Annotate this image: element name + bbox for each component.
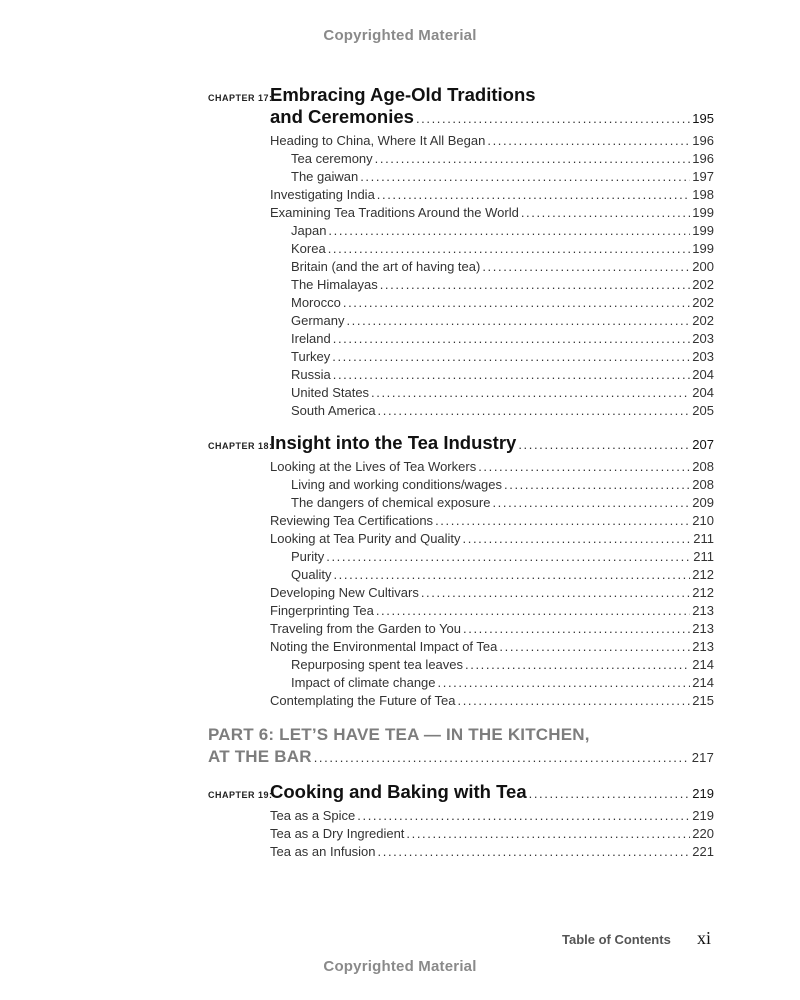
dot-leader xyxy=(333,330,691,348)
dot-leader xyxy=(380,276,691,294)
dot-leader xyxy=(314,747,690,769)
toc-entry-page: 204 xyxy=(692,367,714,382)
dot-leader xyxy=(435,512,690,530)
toc-entry-title: Heading to China, Where It All Began xyxy=(270,133,486,148)
chapter-title-text: Cooking and Baking with Tea xyxy=(270,781,527,802)
toc-entry-page: 196 xyxy=(692,133,714,148)
toc-entry-title: The gaiwan xyxy=(291,169,359,184)
toc-entry[interactable] xyxy=(291,222,714,240)
toc-entry[interactable] xyxy=(270,843,714,861)
dot-leader xyxy=(371,384,690,402)
chapter-label: CHAPTER 19: xyxy=(208,790,273,800)
dot-leader xyxy=(357,807,690,825)
dot-leader xyxy=(332,348,690,366)
toc-entry[interactable] xyxy=(291,476,714,494)
toc-entry-page: 205 xyxy=(692,403,714,418)
toc-entry-title: Reviewing Tea Certifications xyxy=(270,513,434,528)
toc-entry[interactable] xyxy=(270,132,714,150)
dot-leader xyxy=(465,656,690,674)
toc-entry-page: 199 xyxy=(692,241,714,256)
toc-entry-title: United States xyxy=(291,385,370,400)
toc-entry-page: 214 xyxy=(692,657,714,672)
toc-entry-page: 203 xyxy=(692,349,714,364)
dot-leader xyxy=(328,240,691,258)
chapter-entries xyxy=(208,807,714,861)
dot-leader xyxy=(438,674,691,692)
toc-entry-title: Turkey xyxy=(291,349,331,364)
toc-entry-page: 213 xyxy=(692,639,714,654)
dot-leader xyxy=(458,692,691,710)
chapter-page-number: 219 xyxy=(692,786,714,801)
toc-entry-title: Investigating India xyxy=(270,187,375,202)
dot-leader xyxy=(463,620,690,638)
toc-entry[interactable] xyxy=(291,366,714,384)
dot-leader xyxy=(499,638,690,656)
part-page-number: 217 xyxy=(691,750,714,765)
dot-leader xyxy=(521,204,690,222)
toc-entry-page: 203 xyxy=(692,331,714,346)
part-title-line1: PART 6: LET’S HAVE TEA — IN THE KITCHEN, xyxy=(208,725,590,744)
toc-entry-title: Germany xyxy=(291,313,345,328)
toc-entry[interactable] xyxy=(270,825,714,843)
dot-leader xyxy=(463,530,692,548)
toc-entry[interactable] xyxy=(270,186,714,204)
toc-entry[interactable] xyxy=(270,458,714,476)
toc-entry-page: 214 xyxy=(692,675,714,690)
part-6-heading[interactable] xyxy=(208,724,714,769)
toc-entry-page: 197 xyxy=(692,169,714,184)
toc-entry-title: Contemplating the Future of Tea xyxy=(270,693,456,708)
toc-entry-title: Quality xyxy=(291,567,332,582)
toc-entry-page: 212 xyxy=(692,585,714,600)
toc-entry-title: Japan xyxy=(291,223,327,238)
dot-leader xyxy=(333,366,691,384)
dot-leader xyxy=(378,402,691,420)
toc-entry[interactable] xyxy=(291,566,714,584)
part-title-line2: AT THE BAR xyxy=(208,747,312,766)
dot-leader xyxy=(518,434,690,456)
toc-entry-title: Looking at Tea Purity and Quality xyxy=(270,531,461,546)
toc-entry-title: Living and working conditions/wages xyxy=(291,477,503,492)
toc-entry-page: 204 xyxy=(692,385,714,400)
toc-entry-title: The Himalayas xyxy=(291,277,378,292)
chapter-19 xyxy=(208,781,714,861)
chapter-18 xyxy=(208,432,714,710)
dot-leader xyxy=(504,476,690,494)
toc-entry-page: 213 xyxy=(692,603,714,618)
toc-entry-page: 221 xyxy=(692,844,714,859)
toc-entry-title: Noting the Environmental Impact of Tea xyxy=(270,639,498,654)
toc-entry-page: 199 xyxy=(692,205,714,220)
toc-entry[interactable] xyxy=(291,384,714,402)
dot-leader xyxy=(416,108,690,130)
page-number: xi xyxy=(697,928,712,948)
toc-entry-title: The dangers of chemical exposure xyxy=(291,495,491,510)
toc-entry-title: Fingerprinting Tea xyxy=(270,603,374,618)
dot-leader xyxy=(487,132,690,150)
toc-entry-page: 212 xyxy=(692,567,714,582)
toc-entry-page: 213 xyxy=(692,621,714,636)
dot-leader xyxy=(375,150,691,168)
chapter-title[interactable] xyxy=(270,84,714,130)
toc-entry[interactable] xyxy=(291,240,714,258)
toc-entry-page: 211 xyxy=(693,549,714,564)
dot-leader xyxy=(343,294,690,312)
toc-entry-title: Examining Tea Traditions Around the World xyxy=(270,205,519,220)
toc-entry-page: 202 xyxy=(692,277,714,292)
chapter-title-text: Insight into the Tea Industry xyxy=(270,432,517,453)
toc-entry-page: 215 xyxy=(692,693,714,708)
toc-entry-title: Tea as a Spice xyxy=(270,808,356,823)
toc-entry-page: 209 xyxy=(692,495,714,510)
dot-leader xyxy=(529,783,691,805)
dot-leader xyxy=(360,168,690,186)
toc-entry-title: Looking at the Lives of Tea Workers xyxy=(270,459,477,474)
table-of-contents xyxy=(208,84,714,861)
dot-leader xyxy=(478,458,690,476)
toc-entry-title: Developing New Cultivars xyxy=(270,585,419,600)
chapter-title[interactable] xyxy=(270,781,714,805)
toc-entry[interactable] xyxy=(291,494,714,512)
toc-entry-page: 202 xyxy=(692,295,714,310)
toc-entry-page: 198 xyxy=(692,187,714,202)
dot-leader xyxy=(406,825,690,843)
toc-entry-page: 211 xyxy=(693,531,714,546)
toc-entry[interactable] xyxy=(270,638,714,656)
chapter-page-number: 207 xyxy=(692,437,714,452)
copyright-watermark-top: Copyrighted Material xyxy=(323,27,477,44)
dot-leader xyxy=(376,602,690,620)
chapter-17 xyxy=(208,84,714,420)
toc-entry-page: 219 xyxy=(692,808,714,823)
toc-entry[interactable] xyxy=(270,584,714,602)
toc-entry-title: Purity xyxy=(291,549,325,564)
toc-entry[interactable] xyxy=(270,602,714,620)
dot-leader xyxy=(421,584,690,602)
toc-entry-title: Impact of climate change xyxy=(291,675,436,690)
toc-entry-page: 199 xyxy=(692,223,714,238)
toc-entry[interactable] xyxy=(291,312,714,330)
toc-entry-page: 202 xyxy=(692,313,714,328)
toc-entry[interactable] xyxy=(291,168,714,186)
toc-entry[interactable] xyxy=(291,330,714,348)
toc-entry-title: Britain (and the art of having tea) xyxy=(291,259,481,274)
toc-entry[interactable] xyxy=(270,530,714,548)
toc-entry[interactable] xyxy=(291,402,714,420)
toc-entry[interactable] xyxy=(270,692,714,710)
chapter-entries xyxy=(208,458,714,710)
toc-entry[interactable] xyxy=(291,656,714,674)
toc-entry-title: Tea as an Infusion xyxy=(270,844,376,859)
chapter-title-line2: and Ceremonies xyxy=(270,106,414,127)
chapter-entries xyxy=(208,132,714,420)
running-footer-label: Table of Contents xyxy=(562,932,671,947)
toc-entry[interactable] xyxy=(270,204,714,222)
toc-entry[interactable] xyxy=(291,674,714,692)
toc-entry-page: 200 xyxy=(692,259,714,274)
toc-entry[interactable] xyxy=(270,512,714,530)
toc-entry[interactable] xyxy=(291,276,714,294)
copyright-watermark-bottom: Copyrighted Material xyxy=(323,958,477,975)
toc-entry-page: 208 xyxy=(692,459,714,474)
toc-entry[interactable] xyxy=(291,258,714,276)
chapter-label: CHAPTER 18: xyxy=(208,441,273,451)
toc-entry-title: Morocco xyxy=(291,295,341,310)
toc-entry-title: Tea ceremony xyxy=(291,151,373,166)
toc-entry-page: 208 xyxy=(692,477,714,492)
toc-entry-title: Korea xyxy=(291,241,326,256)
toc-entry-page: 220 xyxy=(692,826,714,841)
toc-entry[interactable] xyxy=(270,620,714,638)
toc-entry[interactable] xyxy=(291,294,714,312)
toc-entry-title: Repurposing spent tea leaves xyxy=(291,657,464,672)
dot-leader xyxy=(482,258,690,276)
dot-leader xyxy=(333,566,690,584)
toc-entry-title: South America xyxy=(291,403,376,418)
dot-leader xyxy=(492,494,690,512)
toc-entry-title: Ireland xyxy=(291,331,331,346)
dot-leader xyxy=(346,312,690,330)
toc-entry[interactable] xyxy=(291,548,714,566)
toc-entry-page: 210 xyxy=(692,513,714,528)
toc-entry[interactable] xyxy=(291,348,714,366)
dot-leader xyxy=(378,843,691,861)
toc-entry-title: Traveling from the Garden to You xyxy=(270,621,462,636)
toc-entry[interactable] xyxy=(291,150,714,168)
chapter-title-line1: Embracing Age-Old Traditions xyxy=(270,84,536,105)
chapter-label: CHAPTER 17: xyxy=(208,93,273,103)
chapter-page-number: 195 xyxy=(692,111,714,126)
toc-entry-title: Tea as a Dry Ingredient xyxy=(270,826,405,841)
dot-leader xyxy=(328,222,690,240)
toc-entry[interactable] xyxy=(270,807,714,825)
dot-leader xyxy=(326,548,691,566)
dot-leader xyxy=(377,186,691,204)
chapter-title[interactable] xyxy=(270,432,714,456)
toc-entry-page: 196 xyxy=(692,151,714,166)
toc-entry-title: Russia xyxy=(291,367,331,382)
